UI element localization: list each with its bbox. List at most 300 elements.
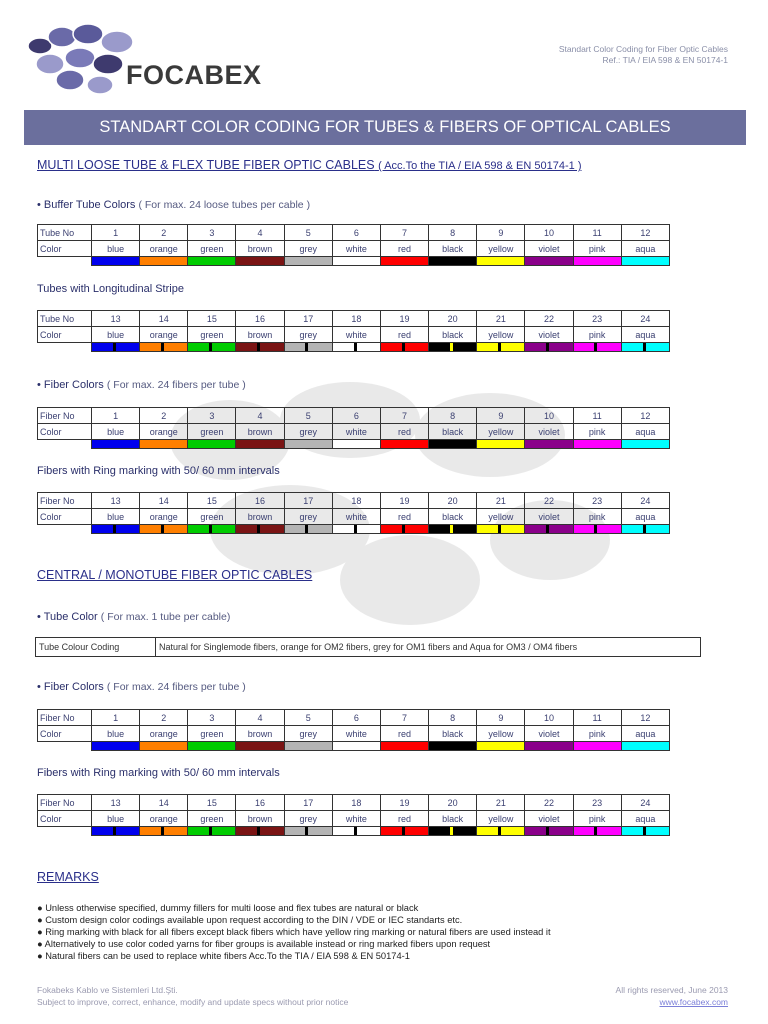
row-label: Tube No	[38, 311, 92, 327]
color-table	[37, 407, 670, 449]
color-swatch	[621, 827, 669, 836]
color-name-cell: black	[429, 241, 477, 257]
swatch-fill	[429, 257, 476, 265]
swatch-fill	[477, 343, 524, 351]
stripe-mark	[209, 827, 212, 835]
color-name-cell: violet	[525, 424, 573, 440]
number-cell: 15	[188, 493, 236, 509]
color-name-row	[38, 509, 670, 525]
tube-coding-label: Tube Colour Coding	[36, 638, 156, 657]
color-name-cell: orange	[140, 241, 188, 257]
swatch-fill	[525, 343, 572, 351]
number-cell: 7	[380, 710, 428, 726]
color-swatch	[477, 257, 525, 266]
number-cell: 22	[525, 493, 573, 509]
color-swatch	[332, 257, 380, 266]
swatch-fill	[285, 343, 332, 351]
swatch-fill	[140, 742, 187, 750]
number-cell: 18	[332, 311, 380, 327]
color-swatch	[477, 343, 525, 352]
row-label: Color	[38, 509, 92, 525]
color-name-cell: aqua	[621, 811, 669, 827]
stripe-mark	[498, 343, 501, 351]
stripe-mark	[354, 827, 357, 835]
color-swatch	[140, 440, 188, 449]
row-label: Color	[38, 424, 92, 440]
color-swatch	[140, 525, 188, 534]
logo-text: FOCABEX	[126, 60, 262, 90]
swatch-fill	[574, 257, 621, 265]
section-title-loose-tube	[37, 158, 582, 172]
color-name-cell: grey	[284, 327, 332, 343]
swatch-fill	[622, 440, 669, 448]
color-name-cell: violet	[525, 327, 573, 343]
row-label: Color	[38, 327, 92, 343]
number-cell: 6	[332, 225, 380, 241]
swatch-fill	[188, 742, 235, 750]
row-label: Color	[38, 241, 92, 257]
number-cell: 24	[621, 795, 669, 811]
swatch-fill	[92, 827, 139, 835]
number-cell: 19	[380, 795, 428, 811]
color-name-cell: yellow	[477, 327, 525, 343]
color-swatch	[429, 343, 477, 352]
swatch-fill	[188, 525, 235, 533]
swatch-fill	[525, 525, 572, 533]
color-swatch	[92, 343, 140, 352]
color-swatch	[140, 827, 188, 836]
stripe-mark	[257, 827, 260, 835]
number-cell: 11	[573, 225, 621, 241]
number-cell: 15	[188, 795, 236, 811]
color-table	[37, 709, 670, 751]
swatch-fill	[333, 257, 380, 265]
stripe-mark	[402, 525, 405, 533]
swatch-fill	[574, 827, 621, 835]
number-row	[38, 408, 670, 424]
number-cell: 5	[284, 225, 332, 241]
swatch-fill	[188, 257, 235, 265]
swatch-row	[38, 525, 670, 534]
stripe-mark	[257, 343, 260, 351]
fiber-title-2: • Fiber Colors	[37, 681, 104, 693]
number-cell: 20	[429, 311, 477, 327]
swatch-fill	[285, 440, 332, 448]
fiber-colors-heading-2	[37, 681, 246, 693]
color-name-cell: green	[188, 509, 236, 525]
color-name-cell: brown	[236, 726, 284, 742]
swatch-spacer	[38, 440, 92, 449]
stripe-mark	[402, 343, 405, 351]
swatch-fill	[429, 525, 476, 533]
color-table	[37, 310, 670, 352]
remarks-title: REMARKS	[37, 870, 99, 884]
swatch-fill	[140, 827, 187, 835]
number-cell: 17	[284, 795, 332, 811]
color-name-row	[38, 726, 670, 742]
number-cell: 19	[380, 311, 428, 327]
color-name-cell: red	[380, 509, 428, 525]
remark-item: ● Natural fibers can be used to replace white fibers Acc.To the TIA / EIA 598 & EN 50174-1	[37, 951, 410, 961]
swatch-row	[38, 343, 670, 352]
stripe-mark	[113, 827, 116, 835]
row-label: Fiber No	[38, 408, 92, 424]
color-swatch	[332, 440, 380, 449]
row-label: Color	[38, 811, 92, 827]
swatch-fill	[381, 827, 428, 835]
swatch-spacer	[38, 257, 92, 266]
color-name-cell: grey	[284, 241, 332, 257]
number-cell: 16	[236, 311, 284, 327]
color-swatch	[477, 525, 525, 534]
color-swatch	[380, 440, 428, 449]
stripe-mark	[594, 343, 597, 351]
row-label: Fiber No	[38, 710, 92, 726]
color-table	[37, 492, 670, 534]
number-cell: 11	[573, 408, 621, 424]
color-name-cell: red	[380, 327, 428, 343]
color-swatch	[236, 440, 284, 449]
swatch-fill	[285, 827, 332, 835]
number-cell: 1	[92, 710, 140, 726]
color-name-cell: green	[188, 241, 236, 257]
color-swatch	[429, 827, 477, 836]
title-banner: STANDART COLOR CODING FOR TUBES & FIBERS OF OPTICAL CABLES	[24, 110, 746, 145]
stripe-mark	[161, 827, 164, 835]
color-name-cell: pink	[573, 424, 621, 440]
swatch-fill	[574, 742, 621, 750]
swatch-fill	[477, 525, 524, 533]
buffer-title: • Buffer Tube Colors	[37, 199, 136, 211]
color-name-cell: blue	[92, 811, 140, 827]
color-swatch	[621, 525, 669, 534]
color-name-cell: yellow	[477, 241, 525, 257]
number-cell: 7	[380, 225, 428, 241]
color-swatch	[332, 742, 380, 751]
remark-item: ● Custom design color codings available upon request according to the DIN / VDE or IEC standarts etc.	[37, 915, 463, 925]
swatch-fill	[622, 343, 669, 351]
color-swatch	[525, 827, 573, 836]
swatch-fill	[236, 525, 283, 533]
color-name-cell: white	[332, 811, 380, 827]
color-name-cell: yellow	[477, 509, 525, 525]
number-cell: 17	[284, 493, 332, 509]
color-name-cell: white	[332, 726, 380, 742]
number-cell: 10	[525, 225, 573, 241]
color-name-cell: black	[429, 726, 477, 742]
number-cell: 16	[236, 493, 284, 509]
color-name-cell: violet	[525, 509, 573, 525]
number-cell: 18	[332, 493, 380, 509]
color-swatch	[188, 827, 236, 836]
stripe-mark	[354, 343, 357, 351]
footer-url-link[interactable]: www.focabex.com	[659, 997, 728, 1007]
color-name-cell: blue	[92, 241, 140, 257]
swatch-fill	[381, 343, 428, 351]
color-name-cell: black	[429, 424, 477, 440]
swatch-fill	[477, 440, 524, 448]
fiber-note-2: ( For max. 24 fibers per tube )	[106, 681, 246, 693]
color-swatch	[573, 742, 621, 751]
swatch-fill	[429, 742, 476, 750]
swatch-fill	[429, 827, 476, 835]
color-swatch	[573, 257, 621, 266]
swatch-fill	[574, 343, 621, 351]
color-swatch	[140, 257, 188, 266]
stripe-mark	[546, 525, 549, 533]
swatch-fill	[333, 440, 380, 448]
color-name-cell: brown	[236, 811, 284, 827]
color-swatch	[380, 257, 428, 266]
swatch-fill	[140, 440, 187, 448]
number-cell: 10	[525, 710, 573, 726]
color-swatch	[332, 343, 380, 352]
swatch-fill	[622, 525, 669, 533]
color-name-cell: pink	[573, 509, 621, 525]
swatch-fill	[140, 343, 187, 351]
color-swatch	[92, 827, 140, 836]
color-name-cell: pink	[573, 726, 621, 742]
tube-color-note: ( For max. 1 tube per cable)	[100, 611, 231, 623]
color-swatch	[621, 343, 669, 352]
color-name-cell: blue	[92, 327, 140, 343]
number-cell: 21	[477, 795, 525, 811]
color-swatch	[525, 343, 573, 352]
color-swatch	[429, 525, 477, 534]
number-cell: 20	[429, 493, 477, 509]
number-row	[38, 493, 670, 509]
stripe-mark	[402, 827, 405, 835]
color-name-cell: aqua	[621, 424, 669, 440]
color-swatch	[332, 525, 380, 534]
number-cell: 8	[429, 408, 477, 424]
swatch-fill	[285, 742, 332, 750]
section-note: ( Acc.To the TIA / EIA 598 & EN 50174-1 )	[378, 160, 582, 172]
number-cell: 2	[140, 408, 188, 424]
color-name-cell: blue	[92, 726, 140, 742]
color-name-cell: yellow	[477, 726, 525, 742]
swatch-fill	[381, 525, 428, 533]
color-swatch	[188, 742, 236, 751]
remark-item: ● Alternatively to use color coded yarns for fiber groups is available instead or ring marked fibers upon request	[37, 939, 491, 949]
number-row	[38, 311, 670, 327]
stripe-mark	[209, 343, 212, 351]
number-cell: 10	[525, 408, 573, 424]
swatch-fill	[429, 440, 476, 448]
number-cell: 24	[621, 311, 669, 327]
section-title-central: CENTRAL / MONOTUBE FIBER OPTIC CABLES	[37, 568, 313, 582]
swatch-fill	[333, 827, 380, 835]
footer-company: Fokabeks Kablo ve Sistemleri Ltd.Şti.	[37, 985, 178, 995]
color-swatch	[236, 525, 284, 534]
swatch-fill	[381, 257, 428, 265]
color-name-cell: grey	[284, 509, 332, 525]
number-cell: 24	[621, 493, 669, 509]
color-name-cell: grey	[284, 811, 332, 827]
color-name-cell: orange	[140, 726, 188, 742]
tube-coding-table	[35, 637, 701, 657]
number-cell: 6	[332, 710, 380, 726]
color-swatch	[621, 742, 669, 751]
swatch-row	[38, 440, 670, 449]
swatch-fill	[333, 343, 380, 351]
color-swatch	[92, 257, 140, 266]
number-cell: 2	[140, 225, 188, 241]
color-swatch	[188, 440, 236, 449]
color-swatch	[429, 440, 477, 449]
row-label: Color	[38, 726, 92, 742]
color-name-cell: black	[429, 327, 477, 343]
number-cell: 6	[332, 408, 380, 424]
color-name-cell: aqua	[621, 509, 669, 525]
number-cell: 19	[380, 493, 428, 509]
swatch-spacer	[38, 827, 92, 836]
fiber-colors-heading	[37, 379, 246, 391]
number-cell: 15	[188, 311, 236, 327]
number-cell: 17	[284, 311, 332, 327]
number-cell: 12	[621, 408, 669, 424]
color-name-cell: brown	[236, 424, 284, 440]
fiber-title: • Fiber Colors	[37, 379, 104, 391]
doc-title: Standart Color Coding for Fiber Optic Cables	[558, 44, 728, 54]
color-swatch	[236, 827, 284, 836]
swatch-fill	[525, 742, 572, 750]
number-cell: 4	[236, 710, 284, 726]
color-swatch	[477, 440, 525, 449]
color-name-cell: pink	[573, 327, 621, 343]
stripe-mark	[209, 525, 212, 533]
doc-ref: Ref.: TIA / EIA 598 & EN 50174-1	[602, 55, 728, 65]
color-swatch	[188, 343, 236, 352]
row-label: Fiber No	[38, 795, 92, 811]
swatch-fill	[188, 827, 235, 835]
number-cell: 9	[477, 710, 525, 726]
swatch-fill	[285, 525, 332, 533]
number-cell: 13	[92, 493, 140, 509]
stripe-mark	[450, 827, 453, 835]
number-cell: 9	[477, 225, 525, 241]
color-name-cell: green	[188, 327, 236, 343]
swatch-fill	[477, 827, 524, 835]
buffer-note: ( For max. 24 loose tubes per cable )	[138, 199, 311, 211]
number-row	[38, 795, 670, 811]
color-name-cell: yellow	[477, 424, 525, 440]
section-heading: MULTI LOOSE TUBE & FLEX TUBE FIBER OPTIC CABLES	[37, 158, 375, 172]
color-swatch	[525, 440, 573, 449]
footer-notice: Subject to improve, correct, enhance, modify and update specs without prior notice	[37, 997, 349, 1007]
document-reference	[559, 44, 728, 66]
swatch-fill	[92, 343, 139, 351]
stripe-mark	[450, 343, 453, 351]
color-swatch	[573, 827, 621, 836]
swatch-fill	[477, 742, 524, 750]
tube-color-heading	[37, 611, 230, 623]
number-cell: 7	[380, 408, 428, 424]
color-swatch	[477, 742, 525, 751]
stripe-mark	[643, 525, 646, 533]
color-swatch	[380, 742, 428, 751]
number-cell: 3	[188, 710, 236, 726]
color-swatch	[236, 742, 284, 751]
color-swatch	[429, 742, 477, 751]
swatch-fill	[92, 257, 139, 265]
color-name-cell: white	[332, 241, 380, 257]
swatch-fill	[574, 440, 621, 448]
footer-right	[616, 984, 728, 1008]
color-swatch	[188, 525, 236, 534]
number-cell: 20	[429, 795, 477, 811]
color-name-cell: red	[380, 811, 428, 827]
color-name-cell: orange	[140, 424, 188, 440]
swatch-spacer	[38, 525, 92, 534]
number-cell: 1	[92, 408, 140, 424]
color-swatch	[573, 343, 621, 352]
number-cell: 23	[573, 795, 621, 811]
number-cell: 18	[332, 795, 380, 811]
number-cell: 11	[573, 710, 621, 726]
number-cell: 12	[621, 710, 669, 726]
swatch-fill	[381, 440, 428, 448]
tube-coding-value: Natural for Singlemode fibers, orange for OM2 fibers, grey for OM1 fibers and Aqua for OM3 / OM4 fibers	[156, 638, 701, 657]
row-label: Fiber No	[38, 493, 92, 509]
color-swatch	[525, 257, 573, 266]
color-swatch	[525, 742, 573, 751]
stripe-mark	[113, 343, 116, 351]
number-cell: 4	[236, 408, 284, 424]
color-name-cell: white	[332, 424, 380, 440]
stripe-mark	[643, 343, 646, 351]
color-swatch	[525, 525, 573, 534]
row-label: Tube No	[38, 225, 92, 241]
number-cell: 5	[284, 710, 332, 726]
stripe-mark	[594, 525, 597, 533]
number-cell: 4	[236, 225, 284, 241]
color-name-cell: violet	[525, 811, 573, 827]
swatch-fill	[525, 257, 572, 265]
color-swatch	[284, 525, 332, 534]
color-name-cell: white	[332, 327, 380, 343]
color-swatch	[477, 827, 525, 836]
stripe-mark	[305, 827, 308, 835]
color-swatch	[573, 525, 621, 534]
number-cell: 14	[140, 493, 188, 509]
number-row	[38, 225, 670, 241]
color-swatch	[380, 343, 428, 352]
number-cell: 21	[477, 493, 525, 509]
color-name-cell: green	[188, 811, 236, 827]
color-name-cell: violet	[525, 726, 573, 742]
color-name-cell: pink	[573, 811, 621, 827]
color-name-cell: green	[188, 424, 236, 440]
swatch-fill	[429, 343, 476, 351]
number-cell: 14	[140, 795, 188, 811]
color-name-cell: red	[380, 726, 428, 742]
stripe-mark	[450, 525, 453, 533]
color-swatch	[621, 440, 669, 449]
swatch-fill	[525, 827, 572, 835]
number-cell: 13	[92, 311, 140, 327]
color-name-cell: black	[429, 811, 477, 827]
stripe-mark	[594, 827, 597, 835]
color-name-cell: brown	[236, 241, 284, 257]
stripe-heading: Tubes with Longitudinal Stripe	[37, 283, 184, 295]
swatch-fill	[92, 742, 139, 750]
footer-rights: All rights reserved, June 2013	[615, 985, 728, 995]
stripe-mark	[498, 525, 501, 533]
color-swatch	[332, 827, 380, 836]
number-cell: 23	[573, 493, 621, 509]
stripe-mark	[546, 343, 549, 351]
